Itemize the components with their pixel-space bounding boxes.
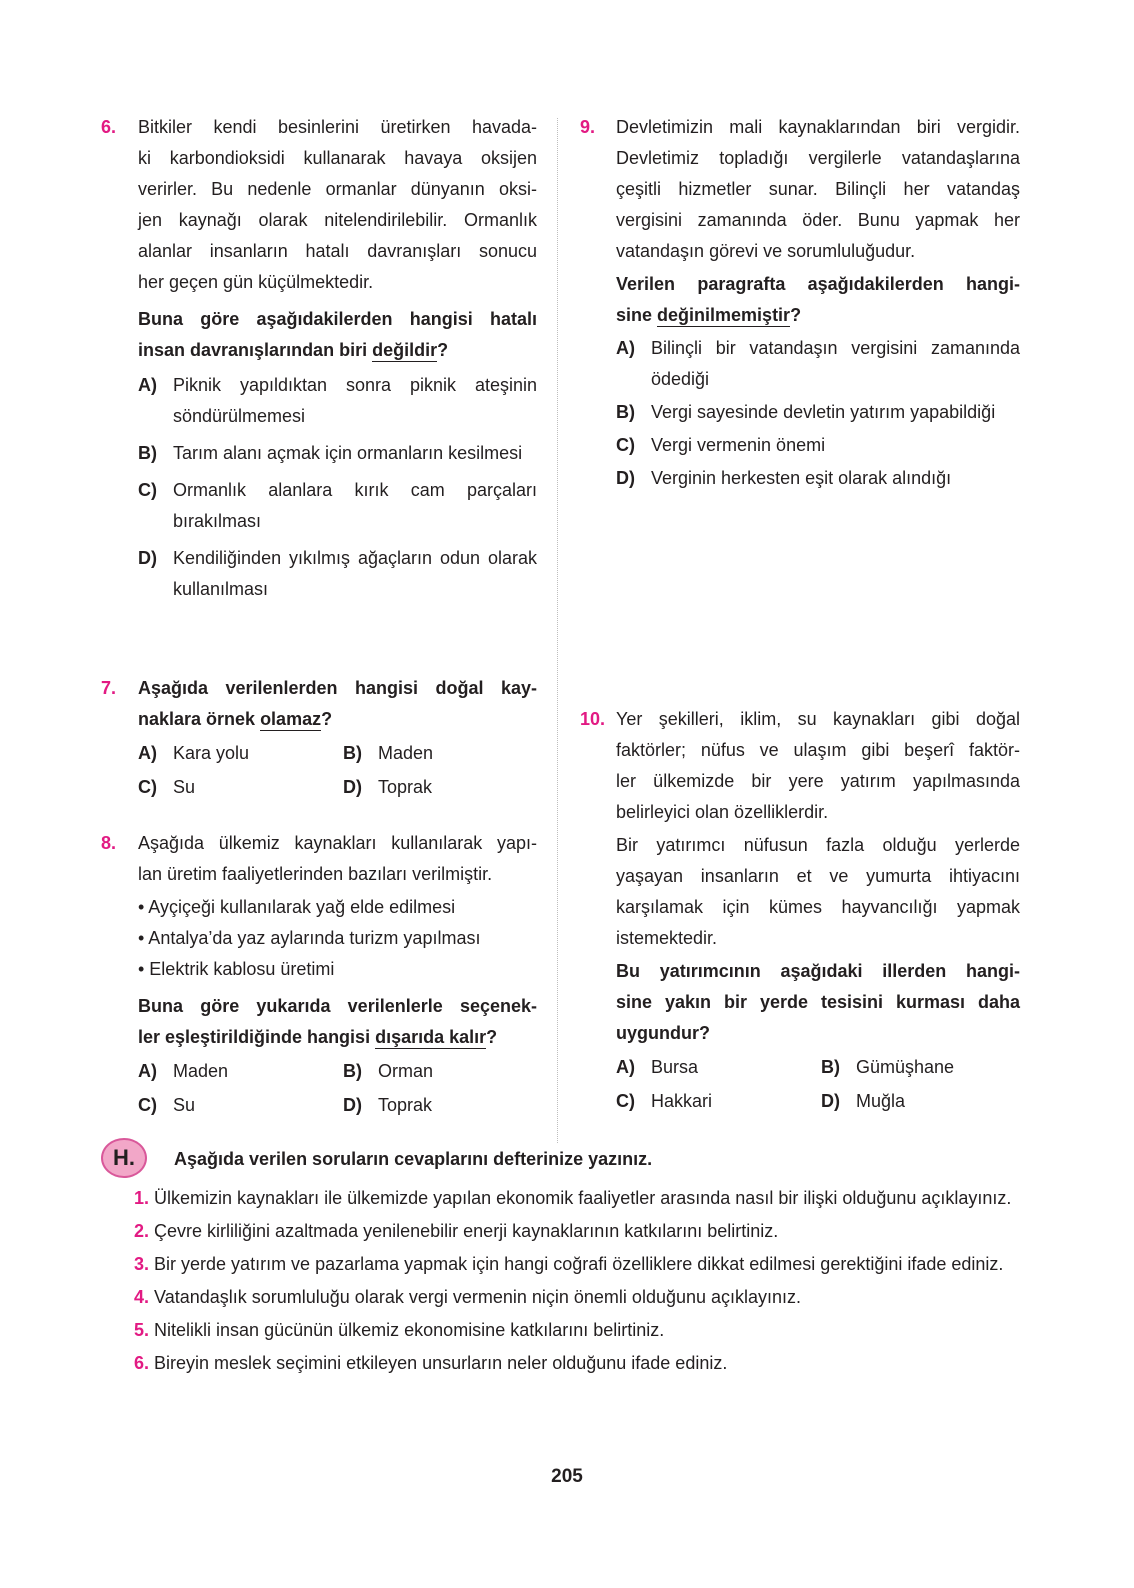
question-10 [580, 704, 1020, 1117]
question-paragraph-line: Bitkiler kendi besinlerini üretirken havada- [138, 117, 537, 137]
option-letter: C) [138, 480, 157, 500]
question-paragraph-line: Yer şekilleri, iklim, su kaynakları gibi doğal [616, 709, 1020, 729]
question-stem [138, 673, 537, 735]
option-letter: A) [616, 338, 635, 358]
option-text: Bilinçli bir vatandaşın vergisini zamanında ödediği [651, 338, 1020, 389]
option-text: Hakkari [651, 1091, 713, 1111]
question-paragraph-line: Bir yatırımcı nüfusun fazla olduğu yerlerde [616, 835, 1020, 855]
question-paragraph-line: vergisini zamanında öder. Bunu yapmak her [616, 210, 1020, 230]
option-letter: B) [343, 743, 362, 763]
option-c[interactable] [138, 475, 537, 537]
stem-line: Aşağıda verilenlerden hangisi doğal kay- [138, 678, 537, 698]
stem-end: ? [790, 305, 802, 325]
option-b[interactable] [343, 738, 543, 769]
option-b[interactable] [138, 438, 537, 469]
options-list [138, 370, 537, 605]
open-question [101, 1216, 1021, 1247]
open-question-text: Çevre kirliliğini azaltmada yenilenebilir enerji kaynaklarının katkılarını belirtiniz. [154, 1221, 779, 1241]
question-6 [101, 112, 537, 611]
option-d[interactable] [138, 543, 537, 605]
question-paragraph-2 [616, 830, 1020, 954]
options-list [616, 333, 1020, 494]
stem-line: naklara örnek [138, 709, 261, 729]
stem-emphasis: dışarıda kalır [375, 1027, 487, 1047]
open-question-number: 5. [134, 1320, 150, 1340]
open-question-number: 1. [134, 1188, 150, 1208]
page-number: 205 [551, 1466, 583, 1487]
question-8 [101, 828, 537, 1121]
question-stem [616, 956, 1020, 1049]
option-a[interactable] [138, 1056, 343, 1087]
option-letter: D) [138, 548, 157, 568]
stem-line: Verilen paragrafta aşağıdakilerden hangi- [616, 274, 1020, 294]
option-c[interactable] [616, 430, 1020, 461]
open-question-number: 4. [134, 1287, 150, 1307]
option-b[interactable] [343, 1056, 543, 1087]
open-question-number: 2. [134, 1221, 150, 1241]
bullet-item: • Antalya’da yaz aylarında turizm yapılması [138, 928, 481, 948]
option-letter: A) [138, 743, 157, 763]
question-paragraph-line: jen kaynağı olarak nitelendirilebilir. Ormanlık [138, 210, 537, 230]
option-text: Maden [173, 1061, 229, 1081]
column-divider [557, 118, 558, 1143]
open-question-number: 3. [134, 1254, 150, 1274]
question-7 [101, 673, 537, 803]
option-c[interactable] [138, 772, 343, 803]
option-b[interactable] [616, 397, 1020, 428]
question-paragraph-line: yaşayan insanların et ve yumurta ihtiyacını [616, 866, 1020, 886]
question-paragraph-line: karşılamak için kümes hayvancılığı yapmak [616, 897, 1020, 917]
option-letter: B) [616, 402, 635, 422]
option-d[interactable] [616, 463, 1020, 494]
option-text: Bursa [651, 1057, 699, 1077]
open-question-text: Bireyin meslek seçimini etkileyen unsurların neler olduğunu ifade ediniz. [154, 1353, 728, 1373]
stem-line: Buna göre yukarıda verilenlerle seçenek- [138, 996, 537, 1016]
question-stem [138, 991, 537, 1053]
options-grid [138, 738, 537, 803]
question-paragraph-line: Aşağıda ülkemiz kaynakları kullanılarak yapı- [138, 833, 537, 853]
question-paragraph-line: faktörler; nüfus ve ulaşım gibi beşerî faktör- [616, 740, 1020, 760]
option-b[interactable] [821, 1052, 1021, 1083]
option-text: Vergi vermenin önemi [651, 435, 826, 455]
open-question [101, 1249, 1021, 1280]
question-paragraph-line: belirleyici olan özelliklerdir. [616, 802, 829, 822]
option-text: Kendiliğinden yıkılmış ağaçların odun olarak kullanılması [173, 548, 537, 599]
option-text: Vergi sayesinde devletin yatırım yapabildiği [651, 402, 996, 422]
option-letter: C) [138, 777, 157, 797]
option-text: Toprak [378, 1095, 433, 1115]
option-letter: B) [138, 443, 157, 463]
section-title: Aşağıda verilen soruların cevaplarını defterinize yazınız. [174, 1149, 653, 1169]
stem-line: Buna göre aşağıdakilerden hangisi hatalı [138, 309, 537, 329]
option-c[interactable] [616, 1086, 821, 1117]
option-a[interactable] [616, 1052, 821, 1083]
option-letter: C) [616, 1091, 635, 1111]
question-paragraph-line: her geçen gün küçülmektedir. [138, 272, 374, 292]
section-badge: H. [101, 1138, 147, 1178]
option-text: Orman [378, 1061, 434, 1081]
option-letter: C) [138, 1095, 157, 1115]
option-text: Gümüşhane [856, 1057, 955, 1077]
stem-emphasis: değinilmemiştir [657, 305, 791, 325]
open-question [101, 1315, 1021, 1346]
question-number: 8. [101, 833, 117, 853]
section-h-questions [101, 1183, 1021, 1381]
option-letter: D) [821, 1091, 840, 1111]
option-letter: B) [821, 1057, 840, 1077]
option-text: Maden [378, 743, 434, 763]
bullet-item: • Elektrik kablosu üretimi [138, 959, 335, 979]
stem-emphasis: olamaz [260, 709, 322, 729]
open-question-text: Nitelikli insan gücünün ülkemiz ekonomisine katkılarını belirtiniz. [154, 1320, 665, 1340]
option-text: Kara yolu [173, 743, 250, 763]
option-a[interactable] [138, 370, 537, 432]
option-a[interactable] [138, 738, 343, 769]
bullet-list [138, 892, 537, 985]
option-d[interactable] [343, 772, 543, 803]
question-paragraph-line: ler ülkemizde bir yere yatırım yapılmasında [616, 771, 1020, 791]
question-stem [138, 304, 537, 366]
option-letter: D) [343, 777, 362, 797]
question-paragraph-line: lan üretim faaliyetlerinden bazıları verilmiştir. [138, 864, 493, 884]
question-number: 9. [580, 117, 596, 137]
option-a[interactable] [616, 333, 1020, 395]
option-letter: A) [616, 1057, 635, 1077]
open-question [101, 1183, 1021, 1214]
option-text: Ormanlık alanlara kırık cam parçaları bırakılması [173, 480, 537, 531]
stem-line: insan davranışlarından biri [138, 340, 373, 360]
open-question [101, 1348, 1021, 1379]
stem-line: uygundur? [616, 1023, 710, 1043]
question-number: 10. [580, 709, 606, 729]
bullet-item: • Ayçiçeği kullanılarak yağ elde edilmesi [138, 897, 456, 917]
option-text: Su [173, 1095, 196, 1115]
stem-line: Bu yatırımcının aşağıdaki illerden hangi- [616, 961, 1020, 981]
question-paragraph-line: alanlar insanların hatalı davranışları sonucu [138, 241, 537, 261]
option-letter: C) [616, 435, 635, 455]
stem-end: ? [437, 340, 449, 360]
open-question-number: 6. [134, 1353, 150, 1373]
question-paragraph-line: verirler. Bu nedenle ormanlar dünyanın oksi- [138, 179, 537, 199]
option-letter: A) [138, 375, 157, 395]
open-question [101, 1282, 1021, 1313]
stem-end: ? [321, 709, 333, 729]
option-text: Tarım alanı açmak için ormanların kesilmesi [173, 443, 523, 463]
stem-line: sine yakın bir yerde tesisini kurması daha [616, 992, 1020, 1012]
option-d[interactable] [343, 1090, 543, 1121]
question-paragraph-line: istemektedir. [616, 928, 718, 948]
question-paragraph-line: Devletimiz topladığı vergilerle vatandaşlarına [616, 148, 1020, 168]
open-question-text: Ülkemizin kaynakları ile ülkemizde yapılan ekonomik faaliyetler arasında nasıl bir ilişki olduğunu açıklayınız. [154, 1188, 1012, 1208]
question-paragraph-line: vatandaşın görevi ve sorumluluğudur. [616, 241, 916, 261]
stem-end: ? [486, 1027, 498, 1047]
options-grid [138, 1056, 537, 1121]
question-number: 7. [101, 678, 117, 698]
options-grid [616, 1052, 1020, 1117]
question-paragraph-line: çeşitli hizmetler sunar. Bilinçli her vatandaş [616, 179, 1020, 199]
stem-emphasis: değildir [372, 340, 438, 360]
option-letter: A) [138, 1061, 157, 1081]
option-text: Verginin herkesten eşit olarak alındığı [651, 468, 952, 488]
option-d[interactable] [821, 1086, 1021, 1117]
option-letter: D) [616, 468, 635, 488]
question-paragraph-line: Devletimizin mali kaynaklarından biri vergidir. [616, 117, 1020, 137]
option-text: Piknik yapıldıktan sonra piknik ateşinin söndürülmemesi [173, 375, 537, 426]
option-text: Toprak [378, 777, 433, 797]
question-9 [580, 112, 1020, 496]
open-question-text: Vatandaşlık sorumluluğu olarak vergi vermenin niçin önemli olduğunu açıklayınız. [154, 1287, 802, 1307]
option-text: Muğla [856, 1091, 906, 1111]
question-number: 6. [101, 117, 117, 137]
stem-line: sine [616, 305, 658, 325]
question-paragraph-line: ki karbondioksidi kullanarak havaya oksijen [138, 148, 537, 168]
stem-line: ler eşleştirildiğinde hangisi [138, 1027, 376, 1047]
option-text: Su [173, 777, 196, 797]
option-letter: D) [343, 1095, 362, 1115]
question-stem [616, 269, 1020, 331]
open-question-text: Bir yerde yatırım ve pazarlama yapmak için hangi coğrafi özelliklere dikkat edilmesi gerektiğini ifade ediniz. [154, 1254, 1004, 1274]
option-c[interactable] [138, 1090, 343, 1121]
option-letter: B) [343, 1061, 362, 1081]
